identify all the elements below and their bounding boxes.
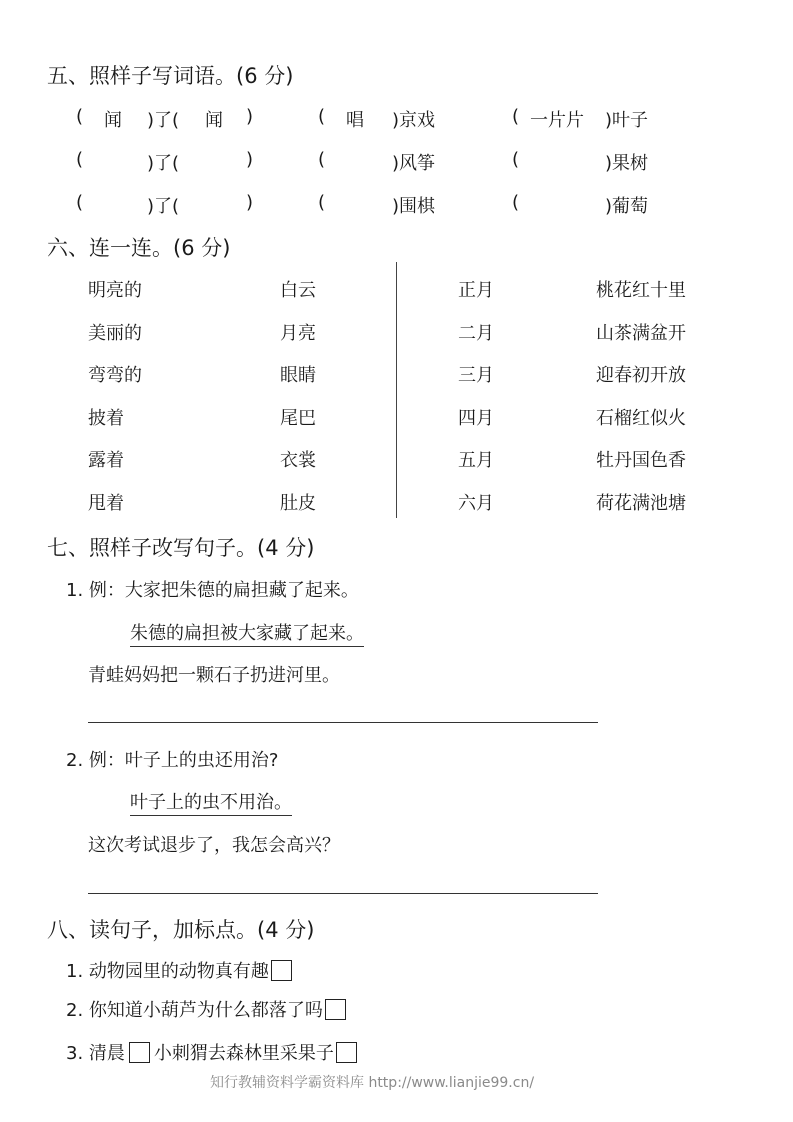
bracket-text: )风筝 bbox=[392, 153, 436, 174]
punct-q2 bbox=[66, 996, 346, 1022]
punct-q1-text: 1. 动物园里的动物真有趣 bbox=[66, 961, 269, 982]
match-item-col4[interactable]: 牡丹国色香 bbox=[596, 450, 686, 472]
q1-example: 1. 例：大家把朱德的扁担藏了起来。 bbox=[66, 580, 359, 601]
match-item-col3[interactable]: 正月 bbox=[458, 280, 494, 301]
match-item-col1[interactable]: 明亮的 bbox=[88, 280, 142, 301]
match-item-col3[interactable]: 四月 bbox=[458, 407, 494, 429]
match-item-col1[interactable]: 美丽的 bbox=[88, 322, 142, 344]
match-item-col3[interactable]: 二月 bbox=[458, 322, 494, 344]
punct-box-2[interactable] bbox=[325, 999, 346, 1020]
match-item-col4[interactable]: 荷花满池塘 bbox=[596, 493, 686, 514]
match-item-col2[interactable]: 白云 bbox=[280, 280, 316, 301]
bracket-text: )了( bbox=[147, 196, 180, 217]
match-item-col2[interactable]: 眼睛 bbox=[280, 365, 316, 387]
match-item-col1[interactable]: 弯弯的 bbox=[88, 365, 142, 387]
punct-box-3b[interactable] bbox=[336, 1042, 357, 1063]
footer-watermark: 知行教辅资料学霸资料库 http://www.lianjie99.cn/ bbox=[210, 1075, 535, 1091]
match-item-col2[interactable]: 尾巴 bbox=[280, 407, 316, 429]
bracket-text: ( bbox=[318, 192, 326, 213]
bracket-text: )了( bbox=[147, 110, 180, 131]
bracket-text: ( bbox=[76, 106, 84, 127]
section-6-title: 六、连一连。(6 分) bbox=[47, 236, 231, 260]
bracket-text: ( bbox=[318, 106, 326, 127]
bracket-text: )果树 bbox=[605, 153, 649, 174]
match-item-col1[interactable]: 披着 bbox=[88, 407, 124, 429]
match-item-col3[interactable]: 五月 bbox=[458, 450, 494, 472]
bracket-text: )了( bbox=[147, 153, 180, 174]
match-item-col2[interactable]: 肚皮 bbox=[280, 493, 316, 514]
column-divider bbox=[396, 262, 397, 518]
punct-q2-text: 2. 你知道小葫芦为什么都落了吗 bbox=[66, 1000, 323, 1021]
punct-q3-text-a: 3. 清晨 bbox=[66, 1043, 125, 1064]
q1-task: 青蛙妈妈把一颗石子扔进河里。 bbox=[88, 665, 340, 686]
bracket-text: )围棋 bbox=[392, 196, 436, 217]
match-item-col1[interactable]: 甩着 bbox=[88, 493, 124, 514]
punct-box-3a[interactable] bbox=[129, 1042, 150, 1063]
q2-example: 2. 例：叶子上的虫还用治? bbox=[66, 750, 279, 771]
bracket-text: ( bbox=[318, 149, 326, 170]
bracket-text: ( bbox=[76, 192, 84, 213]
q2-answer-line[interactable] bbox=[88, 893, 598, 894]
match-item-col3[interactable]: 六月 bbox=[458, 493, 494, 514]
match-item-col2[interactable]: 衣裳 bbox=[280, 450, 316, 472]
section-8-title: 八、读句子，加标点。(4 分) bbox=[47, 918, 315, 942]
bracket-text: )葡萄 bbox=[605, 196, 649, 217]
bracket-text: )叶子 bbox=[605, 110, 649, 131]
match-item-col1[interactable]: 露着 bbox=[88, 450, 124, 472]
punct-box-1[interactable] bbox=[271, 960, 292, 981]
fill-blank-word[interactable]: 一片片 bbox=[530, 110, 584, 131]
fill-blank-word[interactable]: 闻 bbox=[104, 110, 122, 131]
match-item-col4[interactable]: 迎春初开放 bbox=[596, 365, 686, 387]
punct-q3-text-b: 小刺猬去森林里采果子 bbox=[153, 1043, 334, 1064]
bracket-text: ) bbox=[246, 192, 254, 213]
match-item-col4[interactable]: 山茶满盆开 bbox=[596, 322, 686, 344]
bracket-text: ) bbox=[246, 106, 254, 127]
bracket-text: )京戏 bbox=[392, 110, 436, 131]
bracket-text: ( bbox=[512, 106, 520, 127]
fill-blank-word[interactable]: 唱 bbox=[346, 110, 364, 131]
match-item-col4[interactable]: 石榴红似火 bbox=[596, 407, 686, 429]
q2-example-answer: 叶子上的虫不用治。 bbox=[130, 788, 292, 816]
bracket-text: ( bbox=[76, 149, 84, 170]
punct-q3 bbox=[66, 1039, 357, 1065]
bracket-text: ( bbox=[512, 192, 520, 213]
punct-q1 bbox=[66, 957, 292, 983]
section-7-title: 七、照样子改写句子。(4 分) bbox=[47, 536, 315, 560]
match-item-col3[interactable]: 三月 bbox=[458, 365, 494, 387]
bracket-text: ( bbox=[512, 149, 520, 170]
q2-task: 这次考试退步了，我怎会高兴？ bbox=[88, 835, 340, 856]
q1-example-answer: 朱德的扁担被大家藏了起来。 bbox=[130, 619, 364, 647]
section-5-title: 五、照样子写词语。(6 分) bbox=[47, 64, 294, 88]
fill-blank-word[interactable]: 闻 bbox=[205, 110, 223, 131]
bracket-text: ) bbox=[246, 149, 254, 170]
q1-answer-line[interactable] bbox=[88, 722, 598, 723]
match-item-col2[interactable]: 月亮 bbox=[280, 322, 316, 344]
match-item-col4[interactable]: 桃花红十里 bbox=[596, 280, 686, 301]
